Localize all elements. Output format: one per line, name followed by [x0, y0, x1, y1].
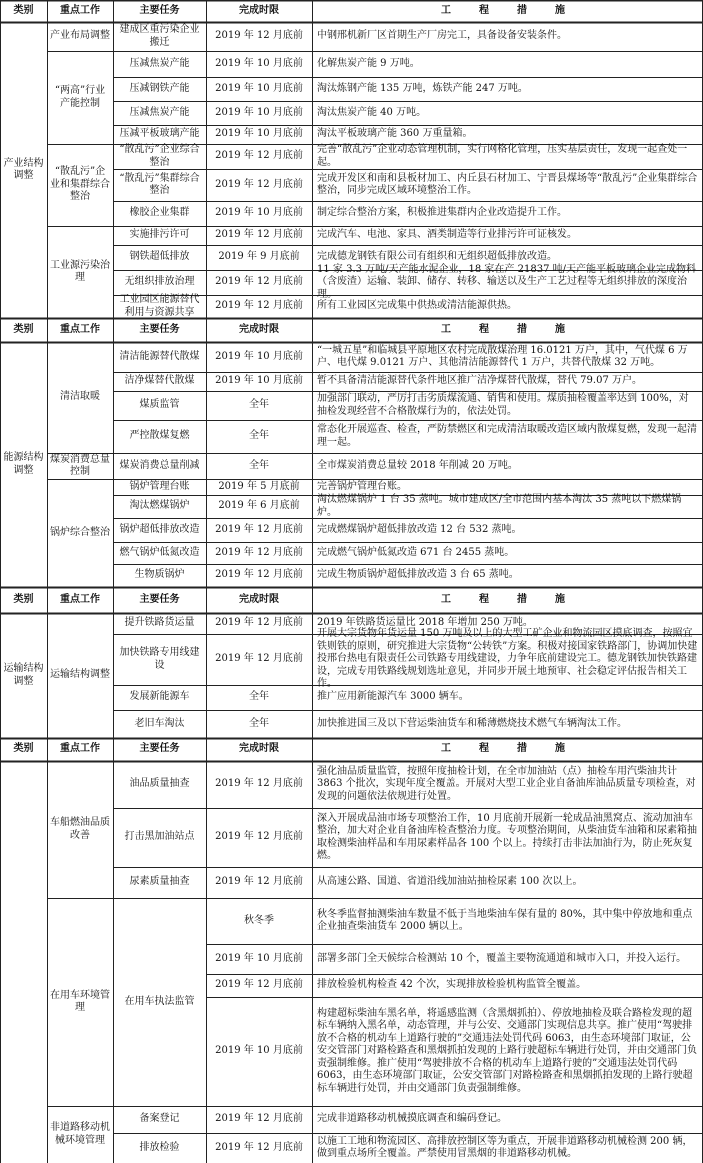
task-cell-text: 无组织排放治理 [124, 276, 195, 288]
measures-cell-text: 所有工业园区完成集中供热或清洁能源供热。 [317, 300, 517, 312]
measures-cell [312, 201, 703, 226]
task-cell [113, 51, 206, 77]
deadline-cell-text: 2019 年 12 月底前 [215, 569, 303, 581]
task-cell [113, 453, 206, 479]
deadline-cell [206, 518, 312, 542]
task-cell [113, 391, 206, 420]
task-cell [113, 761, 206, 808]
header-main-task [113, 738, 206, 761]
task-cell-text: “散乱污”企业综合整治 [119, 144, 200, 168]
measures-cell [312, 867, 703, 898]
deadline-cell-text: 2019 年 12 月底前 [215, 831, 303, 843]
header-category-text: 类别 [13, 593, 34, 605]
measures-cell [312, 125, 703, 144]
deadline-cell [206, 51, 312, 77]
header-key-work [47, 318, 113, 342]
measures-cell-text: 常态化开展巡查、检查，严防禁燃区和完成清洁取暖改造区域内散煤复燃，发现一起清理一起。 [317, 424, 697, 448]
measures-cell [312, 628, 703, 690]
measures-cell [312, 226, 703, 245]
deadline-cell-text: 全年 [249, 459, 269, 471]
task-cell [113, 867, 206, 898]
category-cell-text: 能源结构调整 [3, 452, 44, 476]
header-measures-text: 工 程 措 施 [441, 4, 574, 16]
task-cell [113, 201, 206, 226]
category-cell [0, 613, 47, 738]
task-cell-text: 尿素质量抽查 [129, 876, 190, 888]
task-cell-text: 锅炉超低排放改造 [119, 523, 200, 535]
deadline-cell [206, 634, 312, 685]
key-work-cell-text: “散乱污”企业和集群综合整治 [50, 166, 110, 203]
deadline-cell [206, 564, 312, 587]
deadline-cell [206, 372, 312, 391]
task-cell [113, 295, 206, 318]
task-cell-text: 严控散煤复燃 [129, 430, 190, 442]
deadline-cell [206, 944, 312, 974]
measures-cell-text: 化解焦炭产能 9 万吨。 [317, 57, 420, 69]
category-cell [0, 22, 47, 318]
header-deadline-text: 完成时限 [239, 323, 279, 335]
header-key-work [47, 738, 113, 761]
header-deadline-text: 完成时限 [239, 593, 279, 605]
header-key-work [47, 587, 113, 613]
task-cell [113, 685, 206, 710]
task-cell [113, 77, 206, 101]
deadline-cell-text: 2019 年 10 月底前 [215, 128, 303, 140]
measures-cell [312, 263, 703, 300]
header-category-text: 类别 [13, 743, 34, 755]
measures-cell-text: 暂不具备清洁能源替代条件地区推广洁净煤替代散煤，替代 79.07 万户。 [317, 375, 642, 387]
header-category [0, 0, 47, 22]
measures-cell [312, 808, 703, 867]
header-main-task-text: 主要任务 [139, 743, 180, 755]
deadline-cell-text: 秋冬季 [244, 914, 274, 926]
key-work-cell [47, 51, 113, 144]
key-work-cell-text: “两高”行业产能控制 [54, 85, 106, 109]
measures-cell [312, 898, 703, 944]
task-cell [113, 144, 206, 169]
key-work-cell [47, 342, 113, 453]
header-main-task-text: 主要任务 [139, 323, 180, 335]
task-cell [113, 542, 206, 564]
key-work-cell-text: 非道路移动机械环境管理 [50, 1122, 110, 1146]
measures-cell-text: 淘汰燃煤锅炉 1 台 35 蒸吨。城市建成区/全市范围内基本淘汰 35 蒸吨以下燃煤锅炉。 [317, 494, 682, 518]
task-cell [113, 518, 206, 542]
header-measures [312, 0, 703, 22]
deadline-cell-text: 2019 年 12 月底前 [215, 778, 303, 790]
task-cell [113, 898, 206, 1106]
measures-cell-text: 淘汰平板玻璃产能 360 万重量箱。 [317, 128, 473, 140]
header-key-work-text: 重点工作 [60, 323, 100, 335]
header-main-task [113, 0, 206, 22]
header-key-work [47, 0, 113, 22]
task-cell [113, 270, 206, 295]
header-category [0, 587, 47, 613]
measures-cell [312, 997, 703, 1106]
task-cell-text: 煤炭消费总量削减 [119, 459, 200, 471]
task-cell-text: 老旧车淘汰 [134, 717, 185, 729]
measures-cell [312, 761, 703, 808]
deadline-cell-text: 2019 年 10 月底前 [215, 375, 303, 387]
task-cell-text: 发展新能源车 [129, 691, 190, 703]
category-cell-text: 运输结构调整 [3, 663, 44, 687]
measures-cell-text: 完善锅炉管理台账。 [317, 480, 407, 492]
measures-cell-text: 全市煤炭消费总量较 2018 年削减 20 万吨。 [317, 459, 518, 471]
header-main-task-text: 主要任务 [139, 593, 180, 605]
deadline-cell [206, 867, 312, 898]
deadline-cell [206, 22, 312, 51]
measures-cell-text: 以施工工地和物流园区、高排放控制区等为重点，开展非道路移动机械检测 200 辆，做到重点场所全覆盖。严禁使用冒黑烟的非道路移动机械。 [317, 1135, 693, 1159]
deadline-cell [206, 295, 312, 318]
header-deadline [206, 738, 312, 761]
task-cell-text: 压减焦炭产能 [129, 106, 190, 118]
task-cell [113, 245, 206, 270]
measures-cell [312, 77, 703, 101]
deadline-cell-text: 2019 年 12 月底前 [215, 30, 303, 42]
deadline-cell-text: 2019 年 12 月底前 [215, 876, 303, 888]
deadline-cell-text: 全年 [249, 399, 269, 411]
measures-cell [312, 1106, 703, 1133]
task-cell [113, 710, 206, 738]
measures-cell [312, 342, 703, 372]
deadline-cell-text: 2019 年 12 月底前 [215, 300, 303, 312]
task-cell-text: 洁净煤替代散煤 [124, 375, 195, 387]
deadline-cell [206, 495, 312, 518]
deadline-cell [206, 245, 312, 270]
key-work-cell-text: 运输结构调整 [50, 669, 110, 681]
measures-cell-text: 强化油品质量监管，按照年度抽检计划，在全市加油站（点）抽检车用汽柴油共计 3863 个批次，实现年度全覆盖。开展对大型工业企业自备油库油品质量专项检查，对发现的问题依法依规进行处置。 [317, 765, 696, 802]
task-cell-text: 提升铁路货运量 [124, 617, 195, 629]
header-category [0, 738, 47, 761]
deadline-cell [206, 808, 312, 867]
deadline-cell [206, 125, 312, 144]
task-cell [113, 479, 206, 495]
deadline-cell-text: 2019 年 12 月底前 [215, 1141, 303, 1153]
key-work-cell-text: 在用车环境管理 [50, 989, 110, 1013]
key-work-cell [47, 144, 113, 226]
deadline-cell [206, 761, 312, 808]
header-main-task [113, 318, 206, 342]
task-cell-text: 加快铁路专用线建设 [119, 647, 200, 671]
deadline-cell-text: 2019 年 10 月底前 [215, 952, 303, 964]
header-key-work-text: 重点工作 [60, 593, 100, 605]
measures-cell [312, 295, 703, 318]
deadline-cell [206, 226, 312, 245]
deadline-cell-text: 2019 年 12 月底前 [215, 229, 303, 241]
task-cell-text: 钢铁超低排放 [129, 251, 190, 263]
measures-cell [312, 391, 703, 420]
key-work-cell-text: 清洁取暖 [60, 391, 100, 403]
deadline-cell [206, 685, 312, 710]
deadline-cell-text: 2019 年 12 月底前 [215, 276, 303, 288]
header-measures-text: 工 程 措 施 [441, 593, 574, 605]
key-work-cell-text: 锅炉综合整治 [50, 526, 110, 538]
header-deadline-text: 完成时限 [239, 743, 279, 755]
task-cell-text: “散乱污”集群综合整治 [119, 172, 200, 196]
measures-cell-text: 完成开发区和南和县板材加工、内丘县石材加工、宁晋县煤场等“散乱污”企业集群综合整治，同步完成区域环境整治工作。 [317, 172, 698, 196]
measures-cell-text: 完成燃气锅炉低氮改造 671 台 2455 蒸吨。 [317, 546, 515, 558]
key-work-cell [47, 479, 113, 587]
deadline-cell-text: 2019 年 12 月底前 [215, 178, 303, 190]
deadline-cell-text: 2019 年 12 月底前 [215, 546, 303, 558]
measures-cell [312, 453, 703, 479]
header-deadline [206, 0, 312, 22]
measures-cell-text: 构建超标柴油车黑名单，将遥感监测（含黑烟抓拍）、停放地抽检及联合路检发现的超标车辆纳入黑名单，动态管理，并与公安、交通部门实现信息共享。推广使用“驾驶排放不合格的机动车上道路行驶的”交通违法处罚代码 6063，由生态环境部门取证，公安交管部门对路检路查和黑烟抓拍发现的上路行驶超标车辆进行处罚，并由交通部门负责强制维修。推广使用“驾驶排放不合格的机动车上道路行驶的”交通违法处罚代码 6063，由生态环境部门取证，公安交管部门对路检路查和黑烟抓拍发现的上路行驶超标车辆进行处罚，并由交通部门负责强制维修。 [317, 1007, 697, 1094]
measures-cell [312, 479, 703, 495]
deadline-cell [206, 101, 312, 125]
key-work-cell [47, 226, 113, 318]
header-measures-text: 工 程 措 施 [441, 743, 574, 755]
task-cell [113, 101, 206, 125]
key-work-cell [47, 761, 113, 898]
deadline-cell-text: 2019 年 6 月底前 [218, 500, 300, 512]
deadline-cell [206, 1106, 312, 1133]
deadline-cell [206, 453, 312, 479]
task-cell [113, 613, 206, 634]
measures-cell [312, 974, 703, 997]
header-deadline [206, 587, 312, 613]
measures-cell-text: 完成非道路移动机械摸底调查和编码登记。 [317, 1113, 507, 1125]
measures-cell [312, 710, 703, 738]
task-cell [113, 372, 206, 391]
measures-cell [312, 564, 703, 587]
deadline-cell-text: 2019 年 10 月底前 [215, 1045, 303, 1057]
deadline-cell-text: 2019 年 12 月底前 [215, 523, 303, 535]
task-cell [113, 1133, 206, 1163]
measures-cell-text: 排放检验机构检查 42 个次，实现排放检验机构监管全覆盖。 [317, 979, 587, 991]
measures-cell [312, 372, 703, 391]
measures-cell-text: 推广应用新能源汽车 3000 辆车。 [317, 691, 469, 703]
deadline-cell [206, 169, 312, 201]
measures-cell [312, 542, 703, 564]
measures-cell-text: 完成燃煤锅炉超低排放改造 12 台 532 蒸吨。 [317, 523, 522, 535]
measures-cell-text: 完善“散乱污”企业动态管理机制，实行网格化管理，压实基层责任，发现一起查处一起。 [317, 144, 688, 168]
deadline-cell-text: 2019 年 10 月底前 [215, 106, 303, 118]
measures-cell [312, 420, 703, 453]
task-cell-text: 油品质量抽查 [129, 778, 190, 790]
key-work-cell-text: 煤炭消费总量控制 [50, 453, 110, 477]
measures-cell-text: 完成德龙钢铁有限公司有组织和无组织超低排放改造。 [317, 251, 557, 263]
key-work-cell [47, 898, 113, 1106]
task-cell [113, 495, 206, 518]
deadline-cell [206, 420, 312, 453]
measures-cell [312, 518, 703, 542]
deadline-cell [206, 997, 312, 1106]
deadline-cell-text: 2019 年 9 月底前 [218, 251, 300, 263]
measures-cell-text: 淘汰焦炭产能 40 万吨。 [317, 106, 427, 118]
deadline-cell-text: 2019 年 10 月底前 [215, 350, 303, 362]
task-cell-text: 实施排污许可 [129, 229, 190, 241]
header-key-work-text: 重点工作 [60, 743, 100, 755]
key-work-cell-text: 工业源污染治理 [50, 259, 110, 283]
header-deadline-text: 完成时限 [239, 4, 279, 16]
deadline-cell-text: 2019 年 12 月底前 [215, 653, 303, 665]
measures-cell [312, 51, 703, 77]
measures-cell-text: 制定综合整治方案，积极推进集群内企业改造提升工作。 [317, 207, 567, 219]
task-cell-text: 建成区重污染企业搬迁 [119, 24, 200, 48]
task-cell [113, 634, 206, 685]
deadline-cell-text: 全年 [249, 691, 269, 703]
measures-cell [312, 685, 703, 710]
measures-cell-text: 中钢邢机新厂区首期生产厂房完工，具备设备安装条件。 [317, 30, 567, 42]
deadline-cell [206, 391, 312, 420]
task-cell-text: 压减钢铁产能 [129, 82, 190, 94]
key-work-cell [47, 22, 113, 51]
measures-cell-text: 秋冬季监督抽测柴油车数量不低于当地柴油车保有量的 80%，其中集中停放地和重点企业抽查柴油货车 2000 辆以上。 [317, 908, 693, 932]
deadline-cell [206, 1133, 312, 1163]
key-work-cell [47, 453, 113, 479]
measures-cell-text: 加强部门联动，严厉打击劣质煤流通、销售和使用。煤质抽检覆盖率达到 100%，对抽检发现经营不合格散煤行为的，依法处罚。 [317, 393, 689, 417]
measures-cell-text: 深入开展成品油市场专项整治工作，10 月底前开展新一轮成品油黑窝点、流动加油车整治，加大对企业自备油库检查整治力度。专项整治期间，从柴油货车油箱和尿素箱抽取检测柴油样品和车用尿素样品各 100 个以上。持续打击非法加油行为，防止死灰复燃。 [317, 812, 697, 861]
deadline-cell-text: 2019 年 12 月底前 [215, 617, 303, 629]
measures-cell-text: 11 家 3.3 万吨/天产能水泥企业，18 家在产 21837 吨/天产能平板玻璃企业完成物料（含废渣）运输、装卸、储存、转移、输送以及生产工艺过程等无组织排放的深度治理。 [317, 263, 696, 300]
deadline-cell [206, 342, 312, 372]
deadline-cell-text: 全年 [249, 717, 269, 729]
task-cell [113, 125, 206, 144]
deadline-cell [206, 974, 312, 997]
task-cell [113, 169, 206, 201]
header-measures [312, 738, 703, 761]
task-cell-text: 燃气锅炉低氮改造 [119, 546, 200, 558]
task-cell [113, 808, 206, 867]
measures-cell [312, 144, 703, 169]
measures-cell [312, 1133, 703, 1163]
deadline-cell [206, 144, 312, 169]
category-cell-text: 产业结构调整 [3, 157, 44, 181]
key-work-cell-text: 产业布局调整 [50, 30, 110, 42]
task-cell [113, 420, 206, 453]
measures-cell [312, 101, 703, 125]
header-main-task-text: 主要任务 [139, 4, 180, 16]
measures-cell [312, 944, 703, 974]
task-cell-text: 生物质锅炉 [134, 569, 185, 581]
deadline-cell-text: 2019 年 12 月底前 [215, 150, 303, 162]
task-cell [113, 226, 206, 245]
header-main-task [113, 587, 206, 613]
task-cell-text: 清洁能源替代散煤 [119, 350, 200, 362]
category-cell [0, 342, 47, 587]
key-work-cell-text: 车船燃油品质改善 [50, 817, 110, 841]
task-cell-text: 橡胶企业集群 [129, 207, 190, 219]
key-work-cell [47, 1106, 113, 1163]
task-cell [113, 342, 206, 372]
measures-cell-text: 加快推进国三及以下营运柴油货车和稀薄燃烧技术燃气车辆淘汰工作。 [317, 717, 627, 729]
measures-cell-text: 淘汰炼钢产能 135 万吨，炼铁产能 247 万吨。 [317, 82, 528, 94]
task-cell [113, 564, 206, 587]
deadline-cell-text: 2019 年 10 月底前 [215, 207, 303, 219]
measures-cell-text: 开展大宗货物年货运量 150 万吨及以上的大型工矿企业和物流园区摸底调查，按照宜铁则铁的原则，研究推进大宗货物“公转铁”方案。积极对接国家铁路部门，协调加快建投邢台热电有限责任公司铁路专用线建设，力争年底前建设完工。德龙钢铁加快铁路建设，完成专用铁路线规划选址意见，并同步开展土地预审、社会稳定评估报告相关工作。 [317, 628, 698, 690]
measures-cell-text: 部署多部门全天候综合检测站 10 个，覆盖主要物流通道和城市入口，并投入运行。 [317, 952, 687, 964]
measures-cell [312, 22, 703, 51]
header-key-work-text: 重点工作 [60, 4, 100, 16]
task-cell-text: 淘汰燃煤锅炉 [129, 500, 190, 512]
deadline-cell-text: 全年 [249, 430, 269, 442]
measures-cell-text: 从高速公路、国道、省道沿线加油站抽检尿素 100 次以上。 [317, 876, 583, 888]
task-cell-text: 打击黑加油站点 [124, 831, 195, 843]
deadline-cell [206, 270, 312, 295]
deadline-cell-text: 2019 年 5 月底前 [218, 480, 300, 492]
category-cell [0, 761, 47, 1163]
header-measures-text: 工 程 措 施 [441, 323, 574, 335]
task-cell [113, 22, 206, 51]
task-cell-text: 在用车执法监管 [124, 995, 195, 1007]
header-measures [312, 587, 703, 613]
task-cell-text: 压减焦炭产能 [129, 57, 190, 69]
deadline-cell [206, 542, 312, 564]
deadline-cell-text: 2019 年 12 月底前 [215, 979, 303, 991]
measures-cell-text: 完成汽车、电池、家具、酒类制造等行业排污许可证核发。 [317, 229, 577, 241]
deadline-cell-text: 2019 年 10 月底前 [215, 82, 303, 94]
header-measures [312, 318, 703, 342]
task-cell [113, 1106, 206, 1133]
task-cell-text: 煤质监管 [139, 399, 180, 411]
task-cell-text: 排放检验 [139, 1141, 180, 1153]
task-cell-text: 备案登记 [139, 1113, 180, 1125]
header-category [0, 318, 47, 342]
deadline-cell [206, 613, 312, 634]
key-work-cell [47, 613, 113, 738]
measures-cell-text: “一城五星”和临城县平原地区农村完成散煤治理 16.0121 万户，其中，气代煤 6 万户、电代煤 9.0121 万户、其他清洁能源替代 1 万户，共替代散煤 32 万吨。 [317, 344, 688, 368]
deadline-cell [206, 710, 312, 738]
deadline-cell [206, 77, 312, 101]
deadline-cell [206, 479, 312, 495]
header-category-text: 类别 [13, 323, 34, 335]
header-deadline [206, 318, 312, 342]
measures-cell [312, 495, 703, 518]
task-cell-text: 压减平板玻璃产能 [119, 128, 200, 140]
deadline-cell-text: 2019 年 12 月底前 [215, 1113, 303, 1125]
header-category-text: 类别 [13, 4, 34, 16]
task-cell-text: 工业园区能源替代利用与资源共享 [119, 294, 200, 318]
task-cell-text: 锅炉管理台账 [129, 480, 190, 492]
measures-cell-text: 完成生物质锅炉超低排放改造 3 台 65 蒸吨。 [317, 569, 519, 581]
deadline-cell [206, 201, 312, 226]
deadline-cell [206, 898, 312, 944]
deadline-cell-text: 2019 年 10 月底前 [215, 57, 303, 69]
measures-cell [312, 169, 703, 201]
measures-cell-text: 2019 年铁路货运量比 2018 年增加 250 万吨。 [317, 617, 533, 629]
